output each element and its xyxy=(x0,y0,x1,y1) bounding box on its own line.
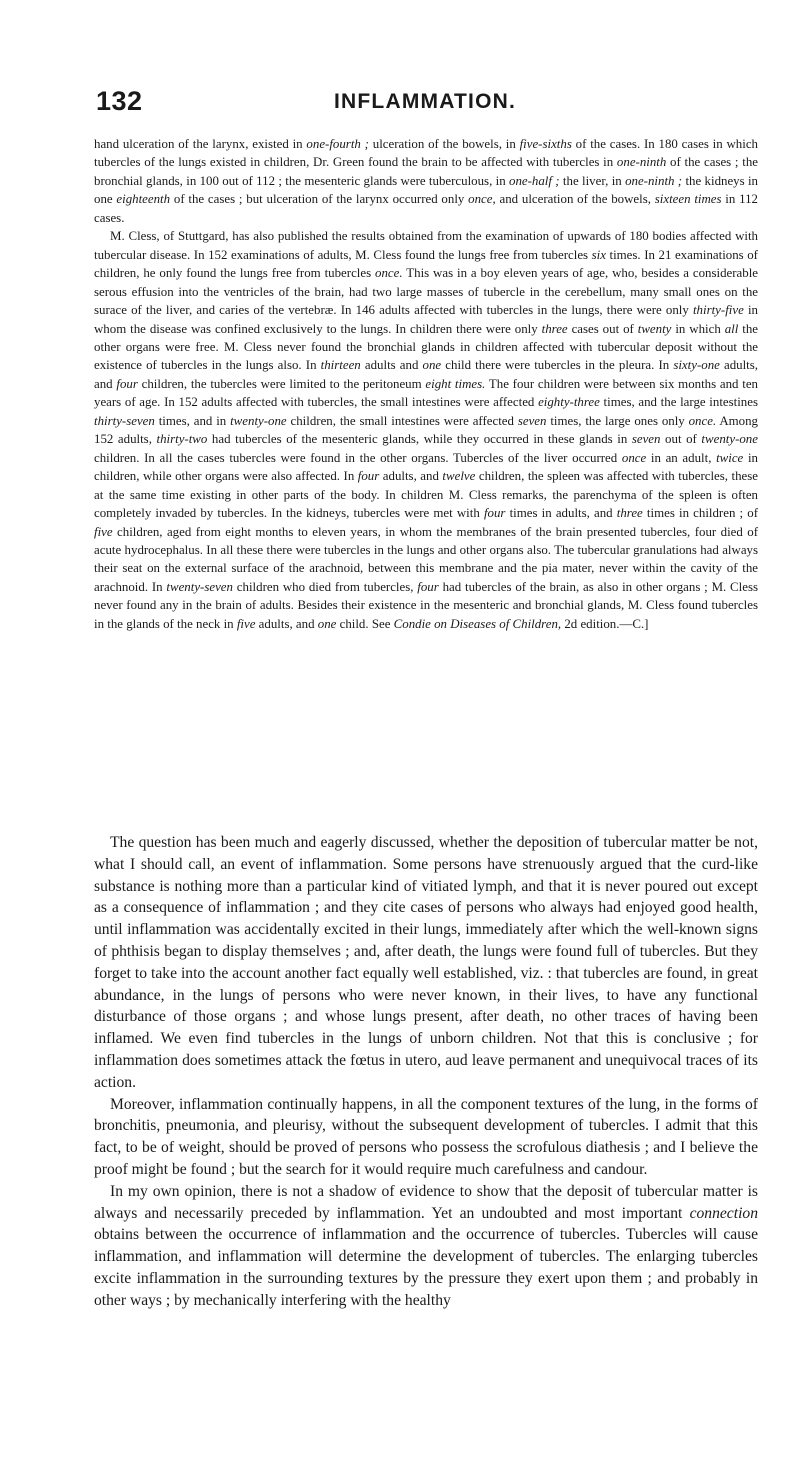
italic-text: seven xyxy=(631,432,661,447)
italic-text: connection xyxy=(689,1204,758,1222)
italic-text: one xyxy=(422,358,442,373)
editor-note xyxy=(94,135,758,633)
italic-text: six xyxy=(591,247,606,262)
italic-text: seven xyxy=(517,413,547,428)
body-paragraph: Moreover, inflammation continually happens, in all the component textures of the lung, in the forms of bronchitis, pneumonia, and pleurisy, without the subsequent development of tubercles. I admit that this fact, to be of weight, should be proved of persons who possess the scrofulous diathesis ; and I believe the proof might be found ; but the search for it would require much carefulness and candour. xyxy=(94,1095,758,1178)
italic-text: Condie on Diseases of Children, xyxy=(393,616,562,631)
italic-text: one-ninth ; xyxy=(625,173,683,188)
italic-text: three xyxy=(541,321,568,336)
page-number: 132 xyxy=(96,86,143,116)
italic-text: once. xyxy=(375,266,403,281)
italic-text: four xyxy=(417,579,439,594)
note-paragraph: M. Cless, of Stuttgard, has also published the results obtained from the examination of upwards of 180 bodies affected with tubercular disease. In 152 examinations of adults, M. Cless found the lungs free from tubercles six times. In 21 examinations of children, he only found the lungs free from tubercles once. This was in a boy eleven years of age, who, besides a considerable serous effusion into the ventricles of the brain, had two large masses of tubercle in the cerebellum, many small ones on the surace of the liver, and caries of the vertebræ. In 146 adults affected with tubercles in the lungs, there were only thirty-five in whom the disease was confined exclusively to the lungs. In children there were only three cases out of twenty in which all the other organs were free. M. Cless never found the bronchial glands in children affected with tubercular deposit without the existence of tubercles in the lungs also. In thirteen adults and one child there were tubercles in the pleura. In sixty-one adults, and four children, the tubercles were limited to the peritoneum eight times. The four children were between six months and ten years of age. In 152 adults affected with tubercles, the small intestines were affected eighty-three times, and the large intestines thirty-seven times, and in twenty-one children, the small intestines were affected seven times, the large ones only once. Among 152 adults, thirty-two had tubercles of the mesenteric glands, while they occurred in these glands in seven out of twenty-one children. In all the cases tubercles were found in the other organs. Tubercles of the liver occurred once in an adult, twice in children, while other organs were also affected. In four adults, and twelve children, the spleen was affected with tubercles, these at the same time existing in other parts of the body. In children M. Cless remarks, the parenchyma of the spleen is often completely invaded by tubercles. In the kidneys, tubercles were met with four times in adults, and three times in children ; of five children, aged from eight months to eleven years, in whom the membranes of the brain presented tubercles, four died of acute hydrocephalus. In all these there were tubercles in the lungs and other organs also. The tubercular granulations had always their seat on the external surface of the arachnoid, between this membrane and the pia mater, never within the cavity of the arachnoid. In twenty-seven children who died from tubercles, four had tubercles of the brain, as also in other organs ; M. Cless never found any in the brain of adults. Besides their existence in the mesenteric and bronchial glands, M. Cless found tubercles in the glands of the neck in five adults, and one child. See Condie on Diseases of Children, 2d edition.—C.] xyxy=(94,229,759,631)
body-paragraph: In my own opinion, there is not a shadow of evidence to show that the deposit of tubercular matter is always and necessarily preceded by inflammation. Yet an undoubted and most important connection obtains between the occurrence of inflammation and the occurrence of tubercles. Tubercles will cause inflammation, and inflammation will determine the development of tubercles. The enlarging tubercles excite inflammation in the surrounding textures by the pressure they exert upon them ; and probably in other ways ; by mechanically interfering with the healthy xyxy=(94,1182,758,1309)
italic-text: twenty-seven xyxy=(166,579,233,594)
body-paragraph: The question has been much and eagerly discussed, whether the deposition of tubercular matter be not, what I should call, an event of inflammation. Some persons have strenuously argued that the curd-like substance is nothing more than a particular kind of vitiated lymph, and that it is never poured out except as a consequence of inflammation ; and they cite cases of persons who always had enjoyed good health, until inflammation was accidentally excited in their lungs, immediately after which the well-known signs of phthisis began to display themselves ; and, after death, the lungs were found full of tubercles. But they forget to take into the account another fact equally well established, viz. : that tubercles are found, in great abundance, in the lungs of persons who were never known, in their lives, to have any functional disturbance of those organs ; and whose lungs present, after death, no other traces of having been inflamed. We even find tubercles in the lungs of unborn children. Not that this is conclusive ; for inflammation does sometimes attack the fœtus in utero, aud leave permanent and unequivocal traces of its action. xyxy=(94,834,758,1091)
italic-text: all xyxy=(724,321,739,336)
italic-text: one xyxy=(317,616,337,631)
italic-text: five xyxy=(94,524,113,539)
note-paragraph: hand ulceration of the larynx, existed in one-fourth ; ulceration of the bowels, in five-sixths of the cases. In 180 cases in which tubercles of the lungs existed in children, Dr. Green found the brain to be affected with tubercles in one-ninth of the cases ; the bronchial glands, in 100 out of 112 ; the mesenteric glands were tuberculous, in one-half ; the liver, in one-ninth ; the kidneys in one eighteenth of the cases ; but ulceration of the larynx occurred only once, and ulceration of the bowels, sixteen times in 112 cases. xyxy=(94,137,759,225)
italic-text: eighty-three xyxy=(538,395,600,410)
page-header xyxy=(96,86,746,118)
italic-text: one-ninth xyxy=(616,155,667,170)
italic-text: thirty-seven xyxy=(94,413,155,428)
italic-text: sixty-one xyxy=(673,358,720,373)
italic-text: five-sixths xyxy=(519,137,572,151)
italic-text: four xyxy=(357,469,380,484)
italic-text: twenty-one xyxy=(701,432,758,447)
italic-text: three xyxy=(616,506,643,521)
italic-text: twelve xyxy=(442,469,476,484)
italic-text: eight times. xyxy=(425,376,486,391)
italic-text: twenty xyxy=(637,321,672,336)
italic-text: once. xyxy=(688,413,717,428)
italic-text: twice xyxy=(716,450,744,465)
italic-text: twenty-one xyxy=(230,413,287,428)
main-text xyxy=(94,832,758,1312)
italic-text: five xyxy=(236,616,256,631)
italic-text: four xyxy=(116,376,138,391)
italic-text: four xyxy=(483,506,506,521)
italic-text: eighteenth xyxy=(116,192,171,207)
italic-text: one-half ; xyxy=(509,173,560,188)
italic-text: thirteen xyxy=(320,358,361,373)
italic-text: once xyxy=(621,450,647,465)
italic-text: thirty-five xyxy=(692,303,744,318)
italic-text: sixteen times xyxy=(654,192,722,207)
italic-text: one-fourth ; xyxy=(306,137,369,151)
italic-text: thirty-two xyxy=(156,432,208,447)
italic-text: once, xyxy=(468,192,496,207)
running-head: INFLAMMATION. xyxy=(334,90,517,113)
